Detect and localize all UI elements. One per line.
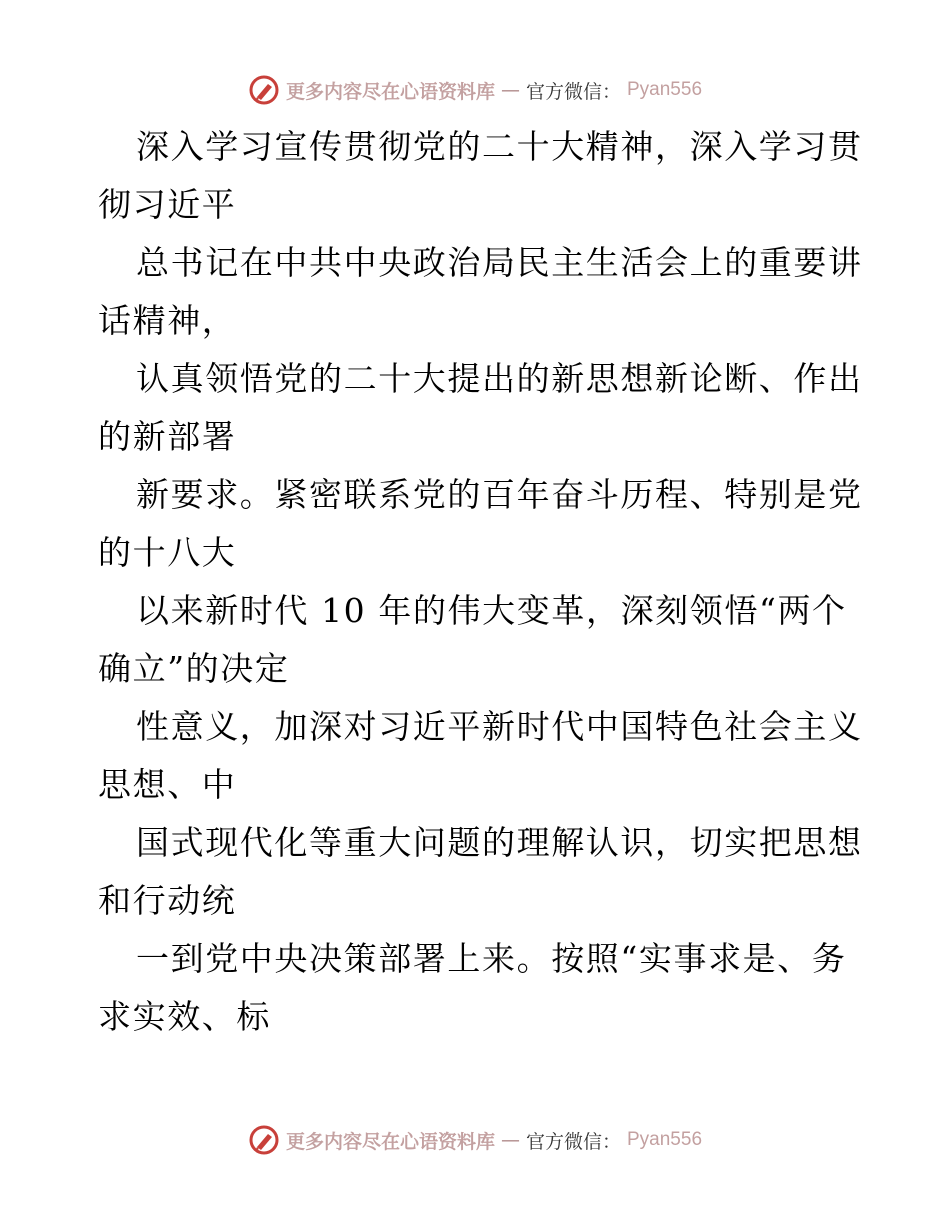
footer-watermark bbox=[0, 1120, 950, 1160]
watermark-separator: — bbox=[500, 1129, 520, 1151]
watermark-wechat-id: Pyan556 bbox=[627, 79, 703, 100]
text-line: 以来新时代 10 年的伟大变革，深刻领悟“两个 bbox=[136, 591, 847, 630]
text-line: 的十八大 bbox=[98, 533, 237, 572]
text-line: 新要求。紧密联系党的百年奋斗历程、特别是党 bbox=[136, 475, 863, 514]
watermark-official-label: 官方微信： bbox=[525, 80, 621, 103]
text-line: 和行动统 bbox=[98, 881, 237, 920]
watermark-brand: 更多内容尽在心语资料库 bbox=[285, 1130, 495, 1153]
document-body bbox=[98, 118, 863, 1046]
watermark-wechat-id: Pyan556 bbox=[627, 1129, 703, 1150]
watermark-brand: 更多内容尽在心语资料库 bbox=[285, 80, 495, 103]
text-line: 确立”的决定 bbox=[98, 649, 290, 688]
text-line: 一到党中央决策部署上来。按照“实事求是、务 bbox=[136, 939, 847, 978]
pen-logo-icon bbox=[248, 1124, 280, 1156]
text-line: 国式现代化等重大问题的理解认识，切实把思想 bbox=[136, 823, 863, 862]
watermark-separator: — bbox=[500, 79, 520, 101]
text-line: 认真领悟党的二十大提出的新思想新论断、作出 bbox=[136, 359, 863, 398]
text-line: 话精神， bbox=[98, 301, 237, 340]
text-line: 性意义，加深对习近平新时代中国特色社会主义 bbox=[136, 707, 863, 746]
text-line: 总书记在中共中央政治局民主生活会上的重要讲 bbox=[136, 243, 863, 282]
text-line: 求实效、标 bbox=[98, 997, 271, 1036]
pen-logo-icon bbox=[248, 74, 280, 106]
header-watermark bbox=[0, 70, 950, 110]
text-line: 深入学习宣传贯彻党的二十大精神，深入学习贯 bbox=[136, 127, 863, 166]
text-line: 的新部署 bbox=[98, 417, 237, 456]
text-line: 彻习近平 bbox=[98, 185, 237, 224]
text-line: 思想、中 bbox=[98, 765, 237, 804]
watermark-official-label: 官方微信： bbox=[525, 1130, 621, 1153]
